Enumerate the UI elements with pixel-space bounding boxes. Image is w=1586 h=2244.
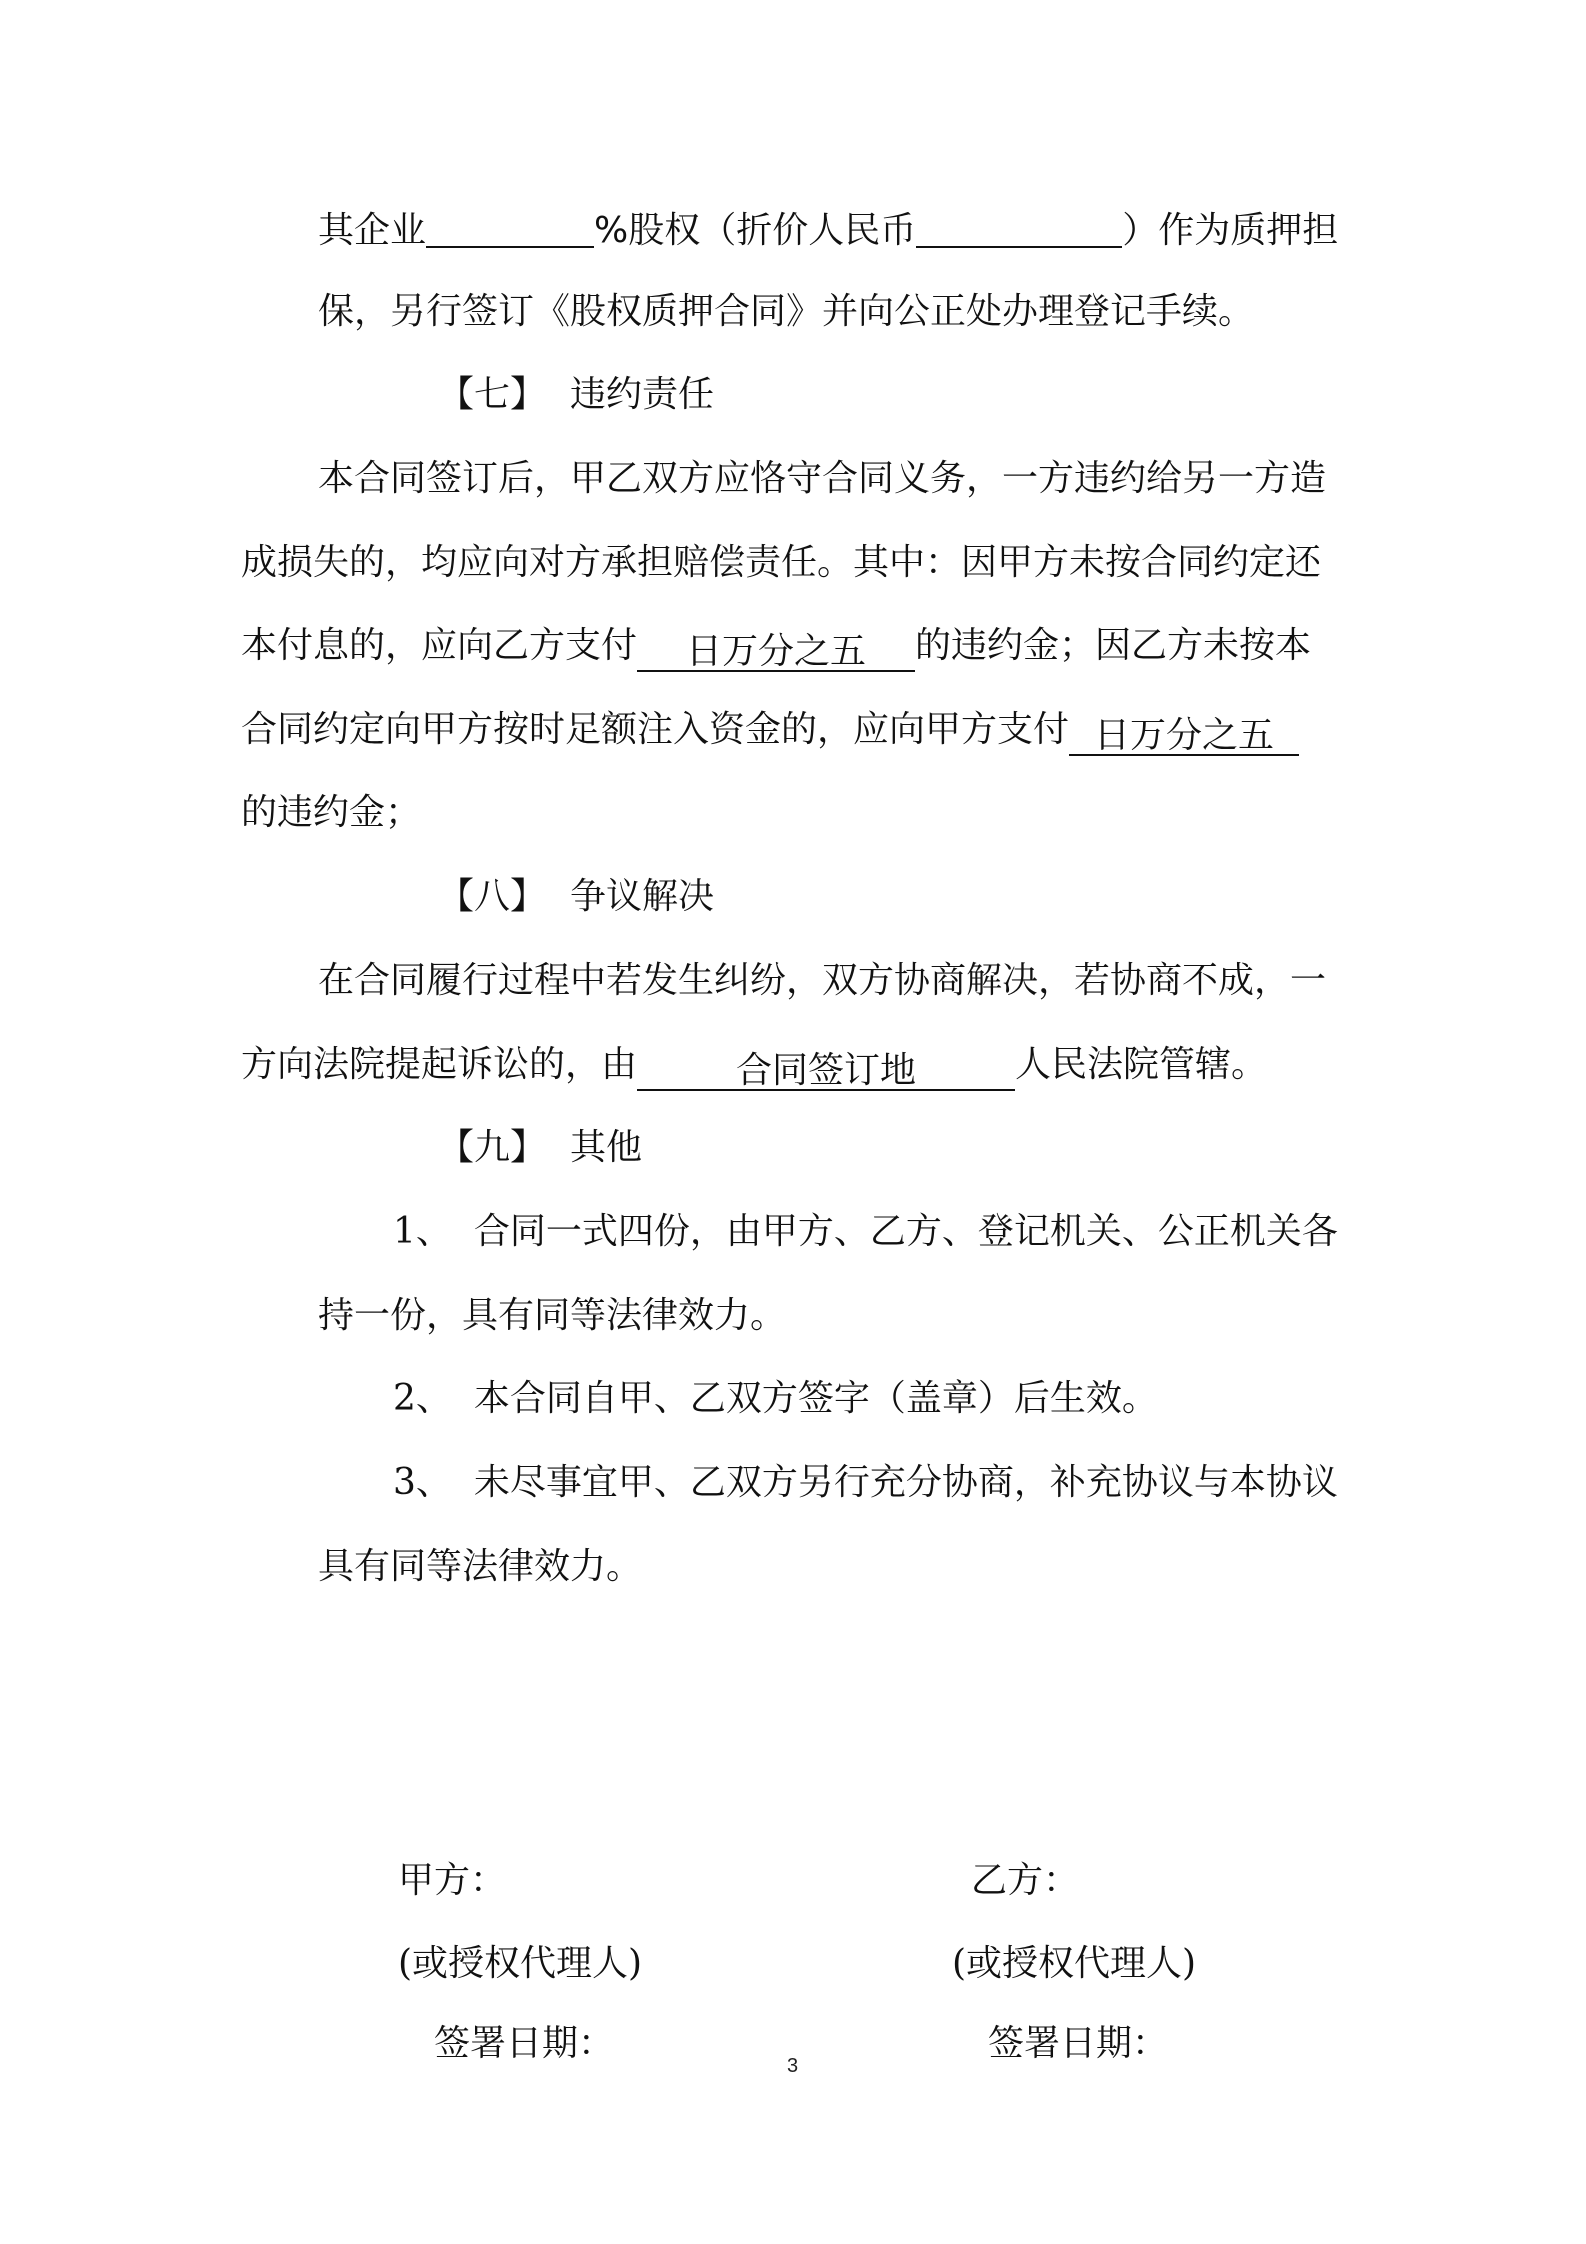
clause-7-line-3 — [241, 624, 1311, 672]
clause-8-line-2-prefix: 方向法院提起诉讼的，由 — [241, 1044, 638, 1085]
party-b-agent: (或授权代理人) — [952, 1943, 1197, 1984]
rmb-value-blank[interactable] — [916, 206, 1122, 248]
penalty-rate-a: 日万分之五 — [686, 631, 867, 672]
clause-8-line-2-suffix: 人民法院管辖。 — [1015, 1044, 1268, 1085]
pledge-prefix: 其企业 — [318, 210, 427, 251]
party-a-date-label: 签署日期： — [434, 2023, 615, 2064]
item-3-text: 未尽事宜甲、乙双方另行充分协商，补充协议与本协议 — [473, 1462, 1338, 1503]
item-3-number: 3、 — [393, 1462, 452, 1503]
clause-9-item-3-line-1 — [393, 1461, 1338, 1505]
clause-8-line-2 — [241, 1043, 1267, 1091]
party-b-label: 乙方： — [971, 1860, 1080, 1901]
clause-7-line-2: 成损失的，均应向对方承担赔偿责任。其中：因甲方未按合同约定还 — [241, 542, 1322, 583]
court-location: 合同签订地 — [736, 1050, 917, 1091]
clause-9-item-1-line-1 — [393, 1210, 1338, 1254]
clause-8-title: 争议解决 — [570, 876, 715, 917]
clause-9-number: 【九】 — [438, 1127, 547, 1168]
pledge-line-2: 保，另行签订《股权质押合同》并向公正处办理登记手续。 — [318, 291, 1255, 332]
page-number: 3 — [787, 2055, 799, 2077]
clause-7-line-4 — [241, 708, 1299, 756]
clause-7-heading — [438, 373, 714, 417]
clause-7-line-3-prefix: 本付息的，应向乙方支付 — [241, 625, 638, 666]
penalty-rate-b: 日万分之五 — [1094, 715, 1275, 756]
item-2-number: 2、 — [393, 1378, 452, 1419]
penalty-rate-blank-b[interactable] — [1069, 714, 1299, 756]
party-b-date-label: 签署日期： — [988, 2023, 1169, 2064]
pledge-suffix: ）作为质押担 — [1122, 210, 1339, 251]
pledge-mid: %股权（折价人民币 — [594, 210, 917, 251]
item-2-text: 本合同自甲、乙双方签字（盖章）后生效。 — [473, 1378, 1158, 1419]
clause-9-item-3-line-2: 具有同等法律效力。 — [318, 1546, 643, 1587]
clause-7-line-4-prefix: 合同约定向甲方按时足额注入资金的，应向甲方支付 — [241, 709, 1070, 750]
clause-8-heading — [438, 875, 714, 919]
clause-7-line-3-suffix: 的违约金；因乙方未按本 — [915, 625, 1312, 666]
clause-8-number: 【八】 — [438, 876, 547, 917]
item-1-number: 1、 — [393, 1211, 452, 1252]
clause-9-item-1-line-2: 持一份，具有同等法律效力。 — [318, 1295, 787, 1336]
clause-7-number: 【七】 — [438, 374, 547, 415]
clause-9-item-2-line-1 — [393, 1377, 1158, 1421]
clause-7-title: 违约责任 — [570, 374, 715, 415]
party-a-agent: (或授权代理人) — [398, 1943, 643, 1984]
equity-percent-blank[interactable] — [426, 206, 594, 248]
penalty-rate-blank-a[interactable] — [637, 630, 915, 672]
pledge-line-1 — [318, 206, 1338, 253]
court-location-blank[interactable] — [637, 1049, 1015, 1091]
clause-9-heading — [438, 1126, 642, 1170]
clause-7-line-1: 本合同签订后，甲乙双方应恪守合同义务，一方违约给另一方造 — [318, 458, 1327, 499]
clause-7-line-5: 的违约金； — [241, 792, 422, 833]
clause-8-line-1: 在合同履行过程中若发生纠纷，双方协商解决，若协商不成，一 — [318, 960, 1327, 1001]
item-1-text: 合同一式四份，由甲方、乙方、登记机关、公正机关各 — [473, 1211, 1338, 1252]
party-a-label: 甲方： — [398, 1860, 507, 1901]
clause-9-title: 其他 — [570, 1127, 643, 1168]
